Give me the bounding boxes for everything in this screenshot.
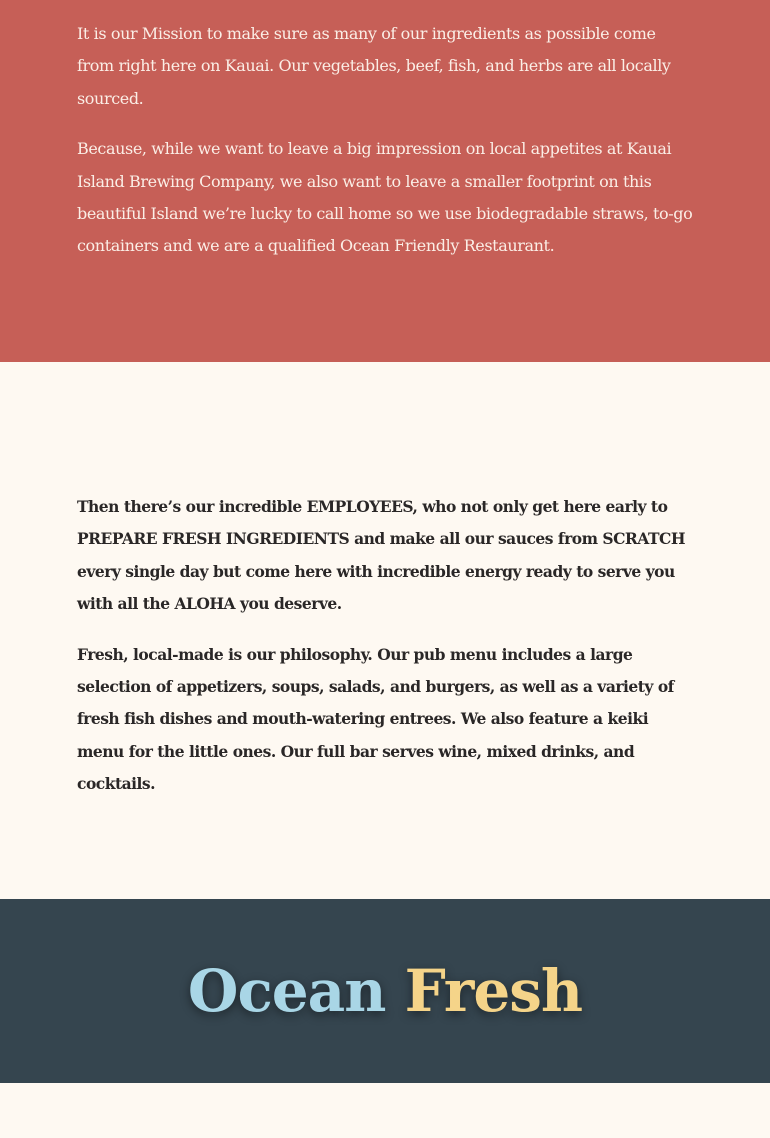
bottom-section — [0, 1083, 770, 1138]
mission-section — [0, 0, 770, 362]
banner-heading — [188, 957, 582, 1025]
mission-paragraph-sustainability: Because, while we want to leave a big impression on local appetites at Kauai Island Brewing Company, we also want to leave a smaller footprint on this beautiful Island we’re lucky to call home so we use biodegradable straws, to-go containers and we are a qualified Ocean Friendly Restaurant. — [77, 139, 693, 256]
employees-paragraph: Then there’s our incredible EMPLOYEES, who not only get here early to PREPARE FRESH INGREDIENTS and make all our sauces from SCRATCH every single day but come here with incredible energy ready to serve you with all the ALOHA you deserve. — [77, 497, 685, 614]
employees-content — [77, 491, 697, 819]
employees-section — [0, 362, 770, 899]
philosophy-paragraph: Fresh, local-made is our philosophy. Our pub menu includes a large selection of appetizers, soups, salads, and burgers, as well as a variety of fresh fish dishes and mouth-watering entrees. We also feature a keiki menu for the little ones. Our full bar serves wine, mixed drinks, and cocktails. — [77, 644, 674, 794]
mission-paragraph-sourcing: It is our Mission to make sure as many of our ingredients as possible come from right here on Kauai. Our vegetables, beef, fish, and herbs are all locally sourced. — [77, 24, 671, 108]
banner-word-fresh: Fresh — [404, 957, 583, 1025]
ocean-fresh-banner — [0, 899, 770, 1083]
banner-word-ocean: Ocean — [187, 957, 386, 1025]
